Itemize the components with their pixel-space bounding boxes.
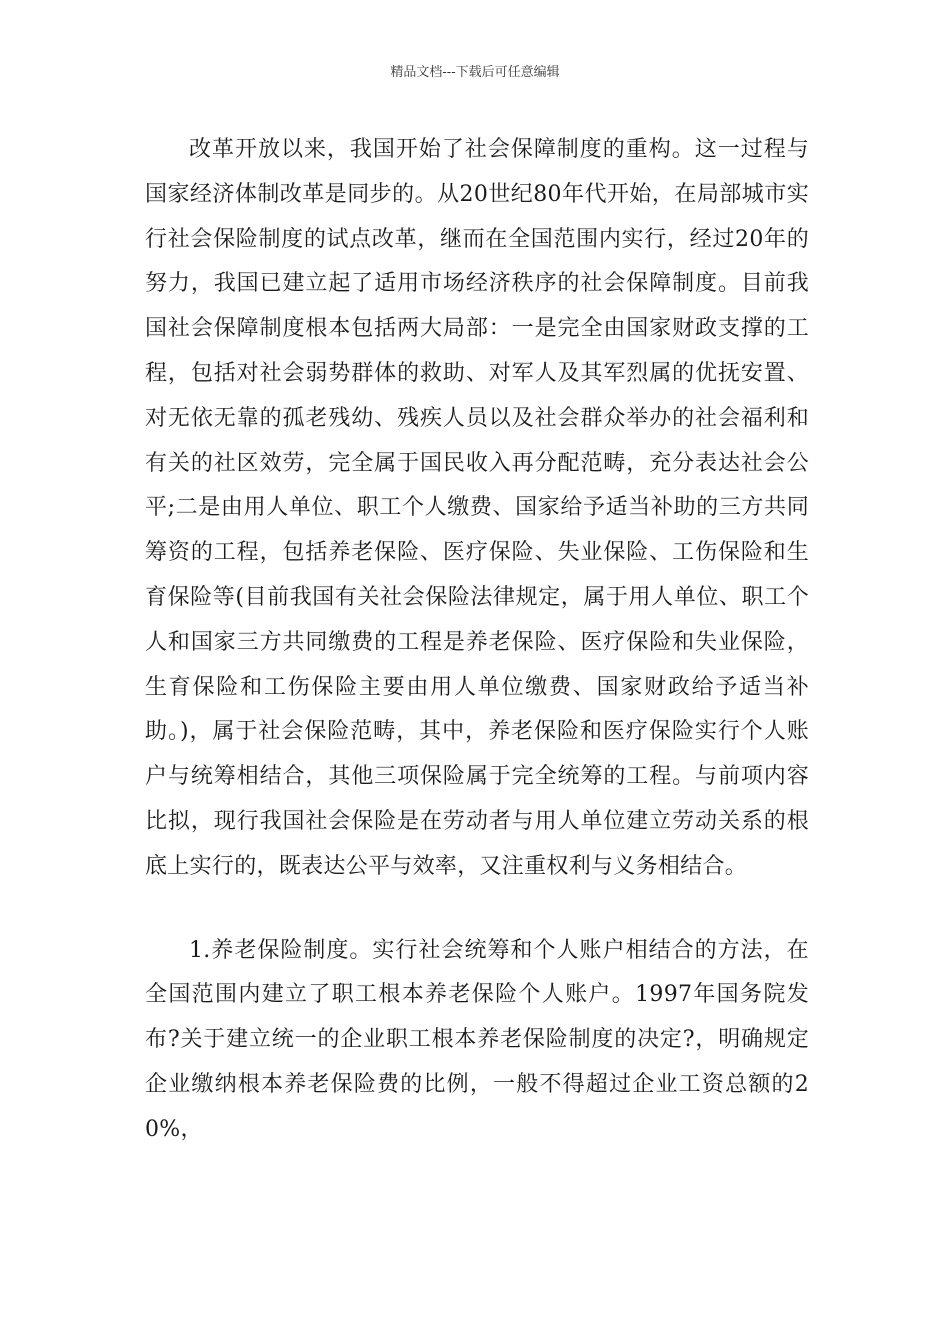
paragraph-social-security-overview: 改革开放以来，我国开始了社会保障制度的重构。这一过程与国家经济体制改革是同步的。从20世纪80年代开始，在局部城市实行社会保险制度的试点改革，继而在全国范围内实行，经过20年的努力，我国已建立起了适用市场经济秩序的社会保障制度。目前我国社会保障制度根本包括两大局部：一是完全由国家财政支撑的工程，包括对社会弱势群体的救助、对军人及其军烈属的优抚安置、对无依无靠的孤老残幼、残疾人员以及社会群众举办的社会福利和有关的社区效劳，完全属于国民收入再分配范畴，充分表达社会公平;二是由用人单位、职工个人缴费、国家给予适当补助的三方共同筹资的工程，包括养老保险、医疗保险、失业保险、工伤保险和生育保险等(目前我国有关社会保险法律规定，属于用人单位、职工个人和国家三方共同缴费的工程是养老保险、医疗保险和失业保险，生育保险和工伤保险主要由用人单位缴费、国家财政给予适当补助。)，属于社会保险范畴，其中，养老保险和医疗保险实行个人账户与统筹相结合，其他三项保险属于完全统筹的工程。与前项内容比拟，现行我国社会保险是在劳动者与用人单位建立劳动关系的根底上实行的，既表达公平与效率，又注重权利与义务相结合。: [145, 137, 809, 879]
document-body: [145, 128, 809, 1153]
paragraph-pension-insurance: 1.养老保险制度。实行社会统筹和个人账户相结合的方法，在全国范围内建立了职工根本养老保险个人账户。1997年国务院发布?关于建立统一的企业职工根本养老保险制度的决定?，明确规定企业缴纳根本养老保险费的比例，一般不得超过企业工资总额的20%，: [145, 937, 809, 1142]
page-header: 精品文档---下载后可任意编辑: [390, 65, 560, 80]
